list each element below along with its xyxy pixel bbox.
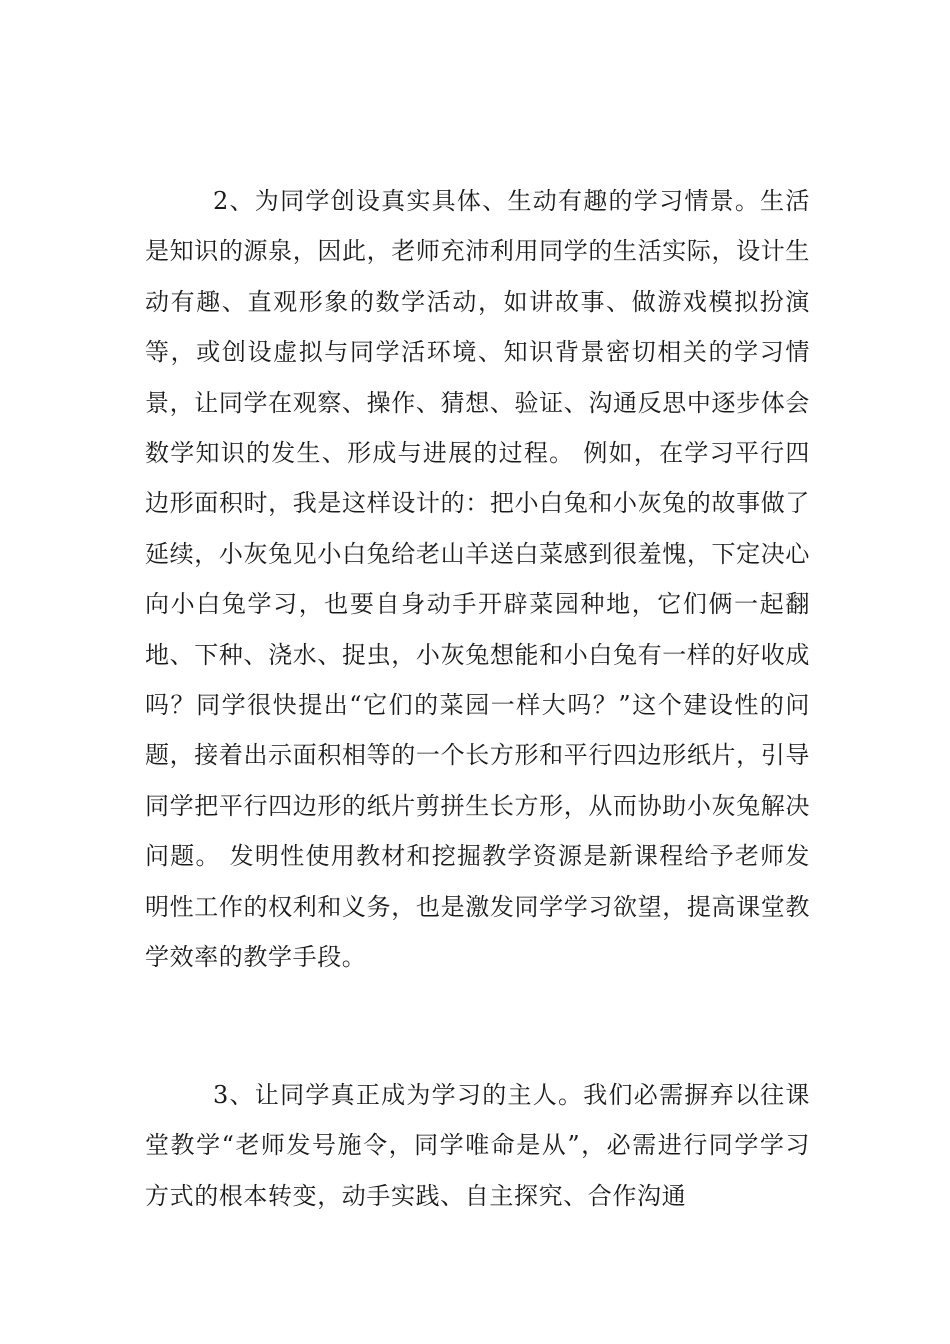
paragraph-2: 3、让同学真正成为学习的主人。我们必需摒弃以往课堂教学“老师发号施令，同学唯命是从”，必需进行同学学习方式的根本转变，动手实践、自主探究、合作沟通 (145, 1081, 810, 1210)
paragraph-1: 2、为同学创设真实具体、生动有趣的学习情景。生活是知识的源泉，因此，老师充沛利用同学的生活实际，设计生动有趣、直观形象的数学活动，如讲故事、做游戏模拟扮演等，或创设虚拟与同学活环境、知识背景密切相关的学习情景，让同学在观察、操作、猜想、验证、沟通反思中逐步体会数学知识的发生、形成与进展的过程。 例如，在学习平行四边形面积时，我是这样设计的：把小白兔和小灰兔的故事做了延续，小灰兔见小白兔给老山羊送白菜感到很羞愧，下定决心向小白兔学习，也要自身动手开辟菜园种地，它们俩一起翻地、下种、浇水、捉虫，小灰兔想能和小白兔有一样的好收成吗？同学很快提出“它们的菜园一样大吗？”这个建设性的问题，接着出示面积相等的一个长方形和平行四边形纸片，引导同学把平行四边形的纸片剪拼生长方形，从而协助小灰兔解决问题。 发明性使用教材和挖掘教学资源是新课程给予老师发明性工作的权利和义务，也是激发同学学习欲望，提高课堂教学效率的教学手段。 (145, 187, 810, 972)
